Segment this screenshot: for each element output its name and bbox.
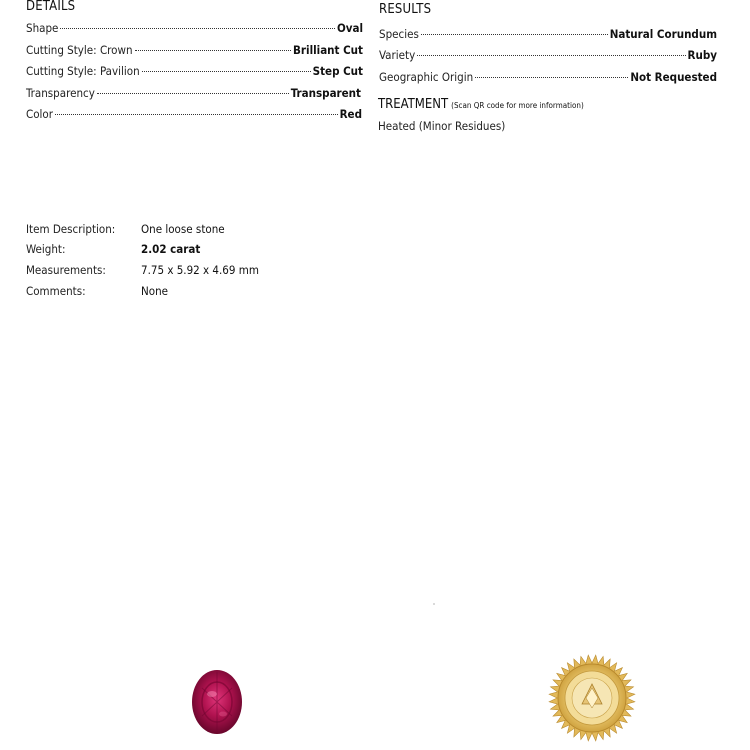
leader-dots	[475, 77, 628, 78]
treatment-title: TREATMENT	[378, 97, 449, 112]
details-title: DETAILS	[26, 0, 76, 14]
leader-dots	[135, 50, 292, 51]
details-label: Transparency	[26, 86, 95, 100]
details-row-crown	[26, 42, 363, 58]
item-label: Measurements:	[26, 263, 106, 277]
leader-dots	[55, 114, 338, 115]
results-value: Ruby	[687, 48, 717, 62]
details-label: Color	[26, 107, 54, 121]
item-value: None	[141, 284, 168, 298]
item-value: 2.02 carat	[141, 242, 201, 256]
item-label: Weight:	[26, 242, 66, 256]
details-value: Brilliant Cut	[293, 43, 363, 57]
leader-dots	[417, 55, 685, 56]
scan-speck	[433, 603, 435, 605]
details-row-transparency	[26, 85, 361, 101]
results-label: Variety	[379, 48, 416, 62]
results-label: Species	[379, 27, 419, 41]
treatment-heading	[378, 97, 584, 112]
details-value: Step Cut	[312, 64, 363, 78]
item-label: Item Description:	[26, 222, 116, 236]
leader-dots	[60, 28, 335, 29]
results-row-origin	[379, 69, 717, 85]
item-value: 7.75 x 5.92 x 4.69 mm	[141, 263, 259, 277]
treatment-note: (Scan QR code for more information)	[451, 101, 584, 110]
results-label: Geographic Origin	[379, 70, 474, 84]
leader-dots	[142, 71, 311, 72]
oval-ruby-photo-icon	[190, 668, 244, 736]
item-value: One loose stone	[141, 222, 225, 236]
details-label: Cutting Style: Crown	[26, 43, 133, 57]
details-value: Oval	[336, 21, 363, 35]
results-row-species	[379, 26, 717, 42]
details-label: Shape	[26, 21, 59, 35]
treatment-value: Heated (Minor Residues)	[378, 119, 506, 133]
details-row-pavilion	[26, 63, 363, 79]
results-row-variety	[379, 47, 717, 63]
details-row-shape	[26, 20, 363, 36]
details-value: Red	[339, 107, 362, 121]
results-value: Natural Corundum	[609, 27, 717, 41]
leader-dots	[421, 34, 608, 35]
results-value: Not Requested	[630, 70, 717, 84]
details-value: Transparent	[290, 86, 361, 100]
details-row-color	[26, 106, 362, 122]
details-label: Cutting Style: Pavilion	[26, 64, 140, 78]
gold-hologram-seal-icon	[548, 654, 636, 742]
item-label: Comments:	[26, 284, 86, 298]
results-title: RESULTS	[379, 2, 432, 17]
leader-dots	[97, 93, 289, 94]
